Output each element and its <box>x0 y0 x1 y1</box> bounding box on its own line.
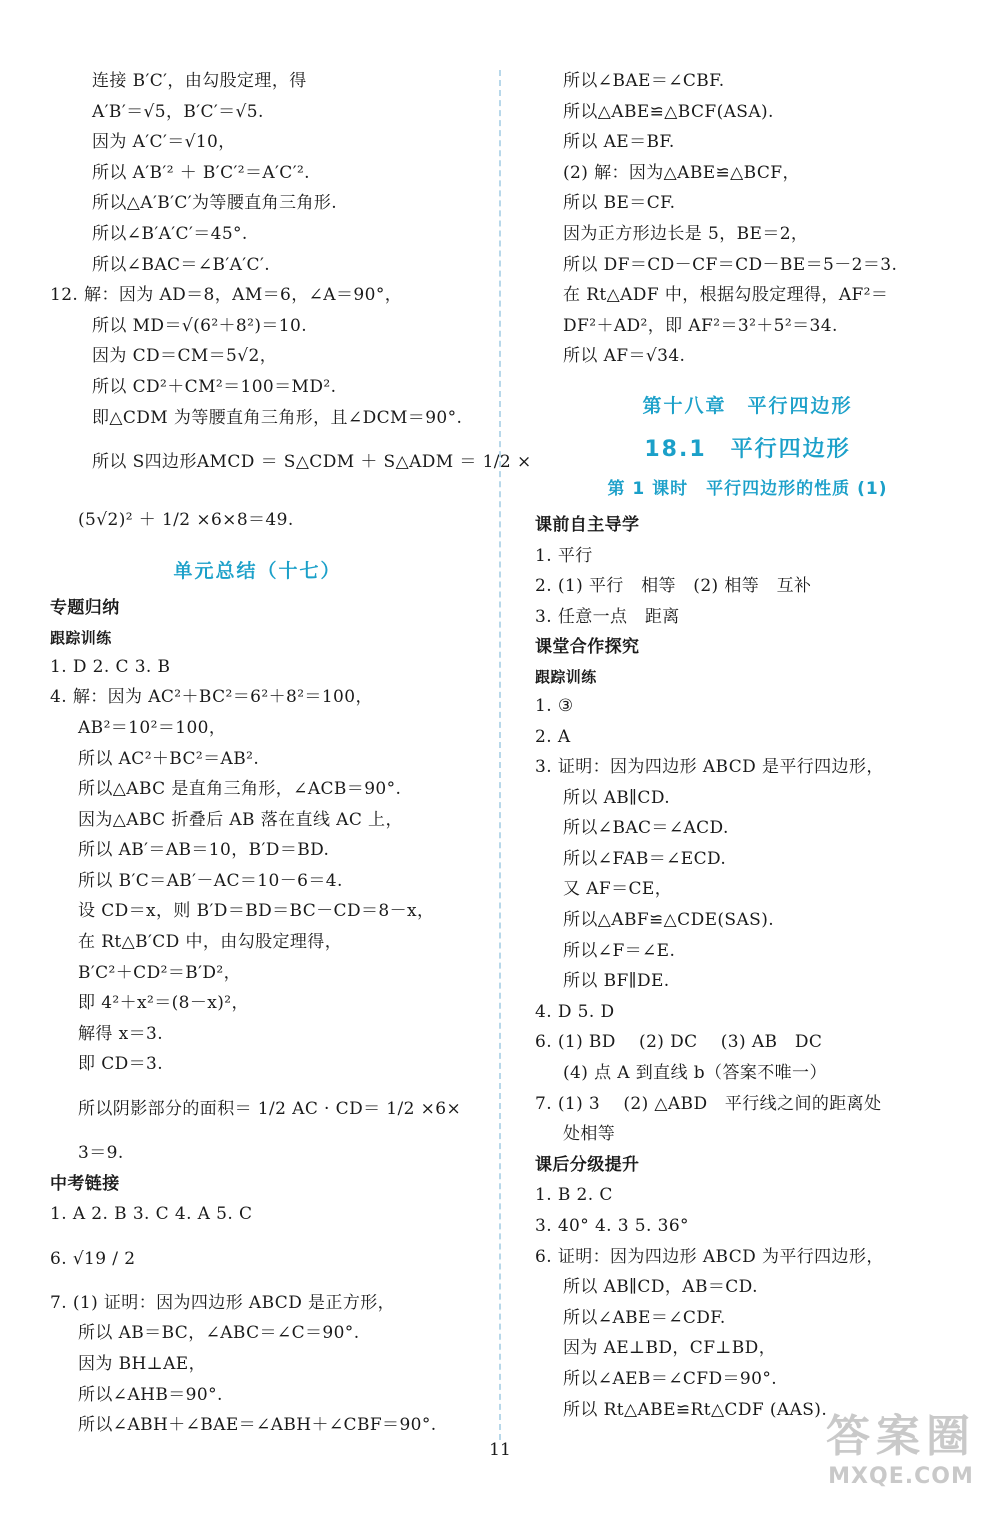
right-line: 课前自主导学 <box>535 514 640 535</box>
right-line: 1. ③ <box>535 695 574 716</box>
right-line: 处相等 <box>563 1124 616 1145</box>
left-line: 所以 MD＝√(6²＋8²)＝10. <box>92 315 308 336</box>
watermark-url: MXQE.COM <box>828 1464 974 1489</box>
right-line: (4) 点 A 到直线 b（答案不唯一） <box>563 1063 827 1084</box>
right-line: 又 AF＝CE， <box>563 879 673 900</box>
right-line: 1. 平行 <box>535 545 593 566</box>
left-line: 单元总结（十七） <box>173 560 342 583</box>
right-line: 因为 AE⊥BD，CF⊥BD， <box>563 1338 777 1359</box>
left-line: 所以 CD²＋CM²＝100＝MD². <box>92 376 337 397</box>
right-line: 所以∠BAC＝∠ACD. <box>563 818 729 839</box>
left-line: 设 CD＝x，则 B′D＝BD＝BC－CD＝8－x， <box>78 901 435 922</box>
right-line: (2) 解：因为△ABE≌△BCF， <box>563 162 800 183</box>
left-line: 7. (1) 证明：因为四边形 ABCD 是正方形， <box>50 1292 396 1313</box>
left-line: 因为 CD＝CM＝5√2， <box>92 346 278 367</box>
right-line: 所以 BF∥DE. <box>563 971 670 992</box>
left-line: 4. 解：因为 AC²＋BC²＝6²＋8²＝100， <box>50 687 373 708</box>
left-line: AB²＝10²＝100， <box>78 717 227 738</box>
right-line: 7. (1) 3 (2) △ABD 平行线之间的距离处 <box>535 1093 882 1114</box>
right-line: 6. 证明：因为四边形 ABCD 为平行四边形， <box>535 1246 884 1267</box>
left-line: 跟踪训练 <box>50 628 112 647</box>
left-line: 12. 解：因为 AD＝8，AM＝6，∠A＝90°， <box>50 285 403 306</box>
right-line: 所以∠FAB＝∠ECD. <box>563 848 727 869</box>
left-line: 所以 AB＝BC，∠ABC＝∠C＝90°. <box>78 1323 360 1344</box>
right-line: 所以∠ABE＝∠CDF. <box>563 1307 726 1328</box>
right-line: 所以△ABF≌△CDE(SAS). <box>563 910 775 931</box>
left-line: 所以∠BAC＝∠B′A′C′. <box>92 254 271 275</box>
left-line: 即 4²＋x²＝(8－x)²， <box>78 993 249 1014</box>
left-line: 所以阴影部分的面积＝ 1/2 AC · CD＝ 1/2 ×6× <box>78 1099 462 1120</box>
right-line: 所以 AF＝√34. <box>563 346 686 367</box>
left-line: 即△CDM 为等腰直角三角形，且∠DCM＝90°. <box>92 407 463 428</box>
right-line: 18.1 平行四边形 <box>644 436 851 462</box>
right-line: DF²＋AD²，即 AF²＝3²＋5²＝34. <box>563 315 838 336</box>
left-line: 所以△ABC 是直角三角形，∠ACB＝90°. <box>78 779 402 800</box>
left-line: 所以 S四边形AMCD ＝ S△CDM ＋ S△ADM ＝ 1/2 × <box>92 452 532 473</box>
page-number: 11 <box>489 1440 511 1460</box>
left-line: B′C²＋CD²＝B′D²， <box>78 962 242 983</box>
left-line: 1. A 2. B 3. C 4. A 5. C <box>50 1204 253 1225</box>
right-line: 4. D 5. D <box>535 1001 615 1022</box>
left-line: 因为△ABC 折叠后 AB 落在直线 AC 上， <box>78 809 403 830</box>
right-line: 2. A <box>535 726 571 747</box>
column-divider <box>499 70 501 1440</box>
right-line: 6. (1) BD (2) DC (3) AB DC <box>535 1032 823 1053</box>
right-line: 3. 证明：因为四边形 ABCD 是平行四边形， <box>535 757 884 778</box>
right-column <box>535 66 960 1425</box>
left-line: 6. √19 / 2 <box>50 1248 136 1269</box>
left-line: 所以 B′C＝AB′－AC＝10－6＝4. <box>78 870 343 891</box>
watermark-logo <box>816 1409 986 1499</box>
left-line: 因为 BH⊥AE， <box>78 1354 206 1374</box>
right-line: 在 Rt△ADF 中，根据勾股定理得，AF²＝ <box>563 285 889 306</box>
left-line: 因为 A′C′＝√10， <box>92 132 236 153</box>
left-line: 所以 AB′＝AB＝10，B′D＝BD. <box>78 840 330 861</box>
left-line: 所以 AC²＋BC²＝AB². <box>78 748 260 769</box>
left-line: 所以△A′B′C′为等腰直角三角形. <box>92 193 338 214</box>
right-line: 所以 BE＝CF. <box>563 193 676 214</box>
right-line: 3. 任意一点 距离 <box>535 606 680 627</box>
right-line: 1. B 2. C <box>535 1185 613 1206</box>
right-line: 所以 AE＝BF. <box>563 132 675 153</box>
right-line: 所以 DF＝CD－CF＝CD－BE＝5－2＝3. <box>563 254 898 275</box>
left-line: 所以∠B′A′C′＝45°. <box>92 223 248 244</box>
left-line: 在 Rt△B′CD 中，由勾股定理得， <box>78 932 343 953</box>
right-line: 第十八章 平行四边形 <box>642 394 853 417</box>
left-column <box>50 66 532 1441</box>
right-line: 课堂合作探究 <box>535 637 640 658</box>
left-line: 即 CD＝3. <box>78 1054 164 1075</box>
right-line: 所以∠F＝∠E. <box>563 940 676 961</box>
left-line: 3＝9. <box>78 1143 124 1164</box>
right-line: 所以 Rt△ABE≌Rt△CDF (AAS). <box>563 1399 828 1420</box>
left-line: 所以∠ABH＋∠BAE＝∠ABH＋∠CBF＝90°. <box>78 1415 437 1436</box>
left-line: 连接 B′C′，由勾股定理，得 <box>92 71 307 91</box>
right-line: 所以 AB∥CD，AB＝CD. <box>563 1277 758 1298</box>
right-line: 3. 40° 4. 3 5. 36° <box>535 1216 689 1236</box>
left-line: 专题归纳 <box>50 598 120 619</box>
right-line: 所以∠AEB＝∠CFD＝90°. <box>563 1368 778 1389</box>
right-line: 因为正方形边长是 5，BE＝2， <box>563 223 809 244</box>
right-line: 所以 AB∥CD. <box>563 787 671 808</box>
left-line: A′B′＝√5，B′C′＝√5. <box>92 101 264 122</box>
left-line: 所以∠AHB＝90°. <box>78 1384 223 1405</box>
right-line: 第 1 课时 平行四边形的性质 (1) <box>607 478 888 499</box>
watermark-text: 答案圈 <box>826 1411 976 1462</box>
left-line: (5√2)² ＋ 1/2 ×6×8＝49. <box>78 510 294 531</box>
right-line: 所以∠BAE＝∠CBF. <box>563 71 725 91</box>
right-line: 所以△ABE≌△BCF(ASA). <box>563 101 774 122</box>
left-line: 1. D 2. C 3. B <box>50 656 171 677</box>
right-line: 跟踪训练 <box>535 667 597 686</box>
right-line: 课后分级提升 <box>535 1154 640 1175</box>
right-line: 2. (1) 平行 相等 (2) 相等 互补 <box>535 576 812 597</box>
left-line: 中考链接 <box>50 1173 120 1194</box>
left-line: 所以 A′B′² ＋ B′C′²＝A′C′². <box>92 162 310 183</box>
left-line: 解得 x＝3. <box>78 1023 164 1044</box>
